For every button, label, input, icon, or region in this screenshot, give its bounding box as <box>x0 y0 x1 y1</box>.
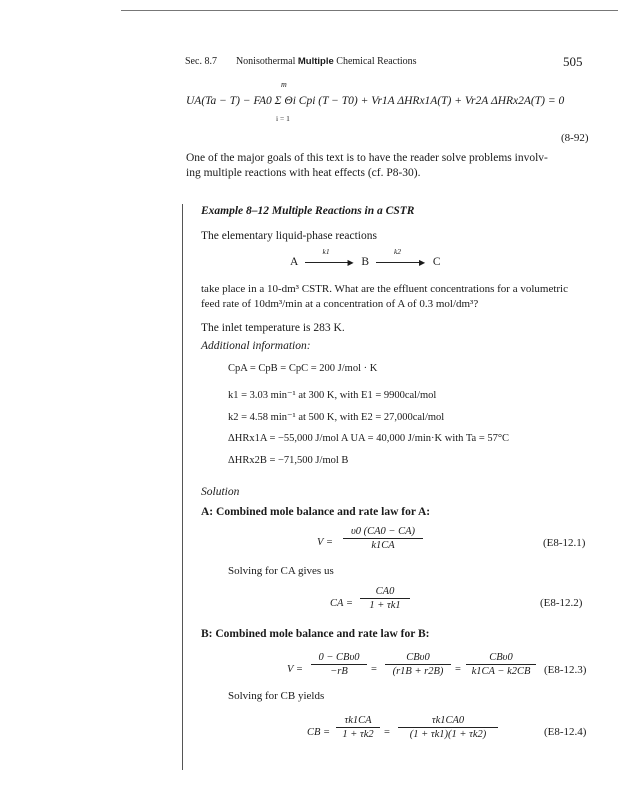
eq1-numerator: υ0 (CA0 − CA) <box>350 526 416 537</box>
eq3-fraction-2 <box>385 652 451 677</box>
eq2-numerator: CA0 <box>375 586 395 597</box>
example-title: Example 8–12 Multiple Reactions in a CSTR <box>201 205 415 217</box>
eq4-lhs: CB = <box>307 727 331 738</box>
intro-line-2: ing multiple reactions with heat effects (cf. P8-30). <box>186 167 421 179</box>
section-title-b: Chemical Reactions <box>333 56 417 67</box>
eq4-f2-numerator: τk1CA0 <box>431 715 465 726</box>
section-title-a: Nonisothermal <box>235 56 298 67</box>
example-margin-bar <box>182 204 183 770</box>
reaction-arrow-1: k1 ▶ <box>305 257 355 267</box>
eq3-f1-numerator: 0 − CBυ0 <box>318 652 360 663</box>
problem-line-1: take place in a 10-dm³ CSTR. What are the effluent concentrations for a volumetric <box>201 283 568 295</box>
eq4-f2-denominator: (1 + τk1)(1 + τk2) <box>409 729 487 740</box>
info-k2: k2 = 4.58 min⁻¹ at 500 K, with E2 = 27,000cal/mol <box>228 412 445 423</box>
species-a: A <box>290 256 298 268</box>
info-k1: k1 = 3.03 min⁻¹ at 300 K, with E1 = 9900cal/mol <box>228 390 437 401</box>
info-heat-of-reaction-1: ΔHRx1A = −55,000 J/mol A UA = 40,000 J/min·K with Ta = 57°C <box>228 433 510 444</box>
eq4-fraction-2 <box>398 715 498 740</box>
eq3-lhs: V = <box>287 664 303 675</box>
eq3-f2-numerator: CBυ0 <box>406 652 430 663</box>
eq3-equals-a: = <box>371 664 377 675</box>
sum-lower-limit: i = 1 <box>276 114 290 123</box>
sum-upper-limit: m <box>281 80 287 89</box>
eq4-f1-denominator: 1 + τk2 <box>342 729 374 740</box>
eq3-equals-b: = <box>455 664 461 675</box>
info-heat-capacities: CpA = CpB = CpC = 200 J/mol · K <box>228 363 378 374</box>
eq1-fraction <box>343 526 423 551</box>
equation-number-e8-12-2: (E8-12.2) <box>540 597 583 609</box>
example-statement: The elementary liquid-phase reactions <box>201 230 377 242</box>
species-b: B <box>361 256 370 268</box>
eq4-fraction-1 <box>336 715 380 740</box>
eq3-f3-numerator: CBυ0 <box>489 652 513 663</box>
reaction-scheme <box>290 247 441 268</box>
eq2-lhs: CA = <box>330 598 353 609</box>
species-c: C <box>432 256 441 268</box>
section-title-bold: Multiple <box>297 56 334 67</box>
energy-balance-equation: UA(Ta − T) − FA0 Σ Θi Cpi (T − T0) + Vr1A ΔHRx1A(T) + Vr2A ΔHRx2A(T) = 0 <box>186 95 565 107</box>
problem-line-2: feed rate of 10dm³/min at a concentration of A of 0.3 mol/dm³? <box>201 298 479 310</box>
rate-constant-k2: k2 <box>393 247 402 257</box>
page-number: 505 <box>563 54 583 69</box>
part-b-heading: B: Combined mole balance and rate law for B: <box>201 628 430 640</box>
part-a-heading: A: Combined mole balance and rate law for A: <box>201 506 431 518</box>
solution-title: Solution <box>201 486 240 498</box>
eq4-f1-numerator: τk1CA <box>344 715 372 726</box>
eq1-denominator: k1CA <box>371 540 395 551</box>
equation-number-e8-12-3: (E8-12.3) <box>544 664 587 676</box>
equation-number-8-92: (8-92) <box>561 132 589 144</box>
section-number: Sec. 8.7 <box>185 56 217 67</box>
eq3-fraction-1 <box>311 652 367 677</box>
running-header <box>185 56 417 67</box>
eq2-fraction <box>360 586 410 611</box>
equation-number-e8-12-4: (E8-12.4) <box>544 726 587 738</box>
eq3-fraction-3 <box>466 652 536 677</box>
header-rule <box>121 10 618 11</box>
solving-for-ca: Solving for CA gives us <box>228 565 334 577</box>
eq4-equals: = <box>384 727 390 738</box>
equation-number-e8-12-1: (E8-12.1) <box>543 537 586 549</box>
reaction-arrow-2: k2 ▶ <box>376 257 426 267</box>
eq3-f3-denominator: k1CA − k2CB <box>471 666 531 677</box>
eq3-f2-denominator: (r1B + r2B) <box>392 666 444 677</box>
info-heat-of-reaction-2: ΔHRx2B = −71,500 J/mol B <box>228 455 349 466</box>
eq3-f1-denominator: −rB <box>330 666 348 677</box>
rate-constant-k1: k1 <box>322 247 330 257</box>
additional-info-title: Additional information: <box>201 340 311 352</box>
eq1-lhs: V = <box>317 537 333 548</box>
intro-line-1: One of the major goals of this text is to have the reader solve problems involv- <box>186 152 548 164</box>
solving-for-cb: Solving for CB yields <box>228 690 325 702</box>
inlet-temperature: The inlet temperature is 283 K. <box>201 322 345 334</box>
eq2-denominator: 1 + τk1 <box>369 600 401 611</box>
